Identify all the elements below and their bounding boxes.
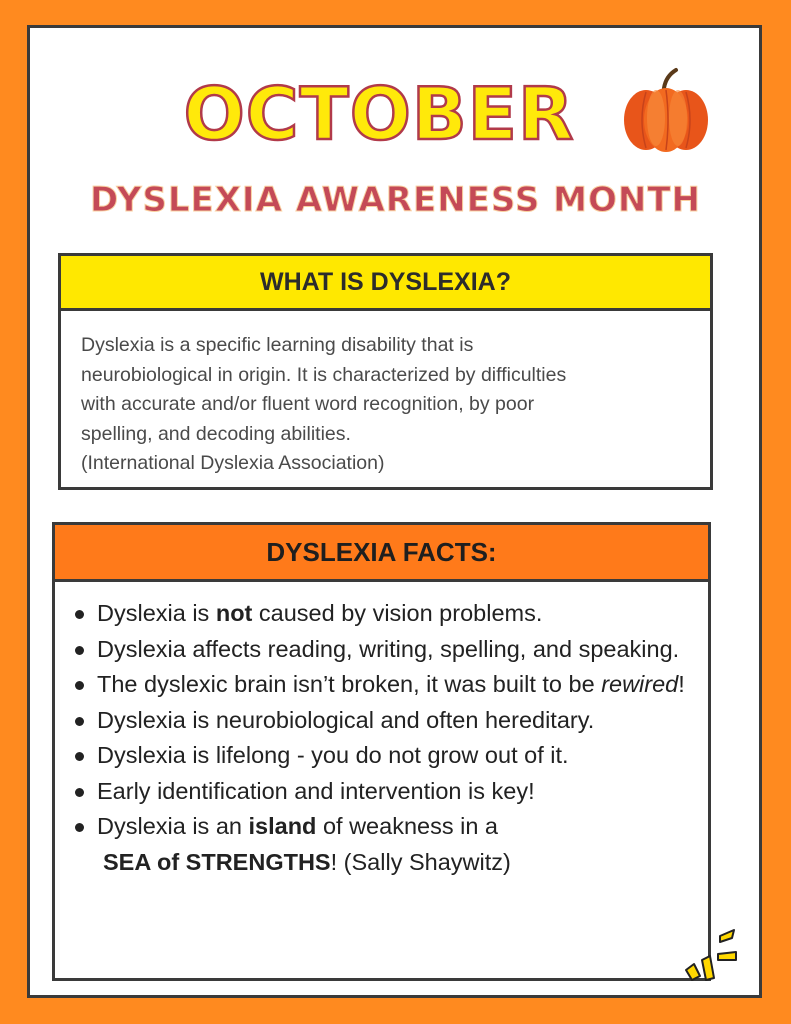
bullet-icon [75,610,84,619]
definition-source: (International Dyslexia Association) [81,452,385,474]
pumpkin-icon [620,66,712,154]
page-subtitle: DYSLEXIA AWARENESS MONTH [89,180,702,220]
definition-line: neurobiological in origin. It is characterized by difficulties [81,363,567,386]
list-item: Dyslexia is an island of weakness in a [55,809,704,845]
list-item: The dyslexic brain isn’t broken, it was built to be rewired! [55,667,704,703]
what-is-dyslexia-heading: WHAT IS DYSLEXIA? [61,256,710,311]
definition-line: Dyslexia is a specific learning disability that is [81,334,474,356]
bullet-icon [75,788,84,797]
definition-line: spelling, and decoding abilities. [81,422,351,445]
what-is-dyslexia-box [58,253,713,490]
list-item: Dyslexia affects reading, writing, spelling, and speaking. [55,632,704,668]
facts-list [55,582,708,880]
sparkle-icon [682,926,740,984]
list-item: Dyslexia is neurobiological and often hereditary. [55,703,704,739]
list-item: Dyslexia is lifelong - you do not grow out of it. [55,738,704,774]
bullet-icon [75,823,84,832]
list-item: Dyslexia is not caused by vision problems. [55,596,704,632]
page-title: OCTOBER [183,72,575,156]
list-item: Early identification and intervention is key! [55,774,704,810]
bullet-icon [75,681,84,690]
definition-text [61,311,710,479]
definition-line: with accurate and/or fluent word recognition, by poor [81,393,535,415]
list-item-continuation: SEA of STRENGTHS! (Sally Shaywitz) [103,848,511,875]
bullet-icon [75,646,84,655]
bullet-icon [75,717,84,726]
dyslexia-facts-box [52,522,711,981]
dyslexia-facts-heading: DYSLEXIA FACTS: [55,525,708,582]
bullet-icon [75,752,84,761]
